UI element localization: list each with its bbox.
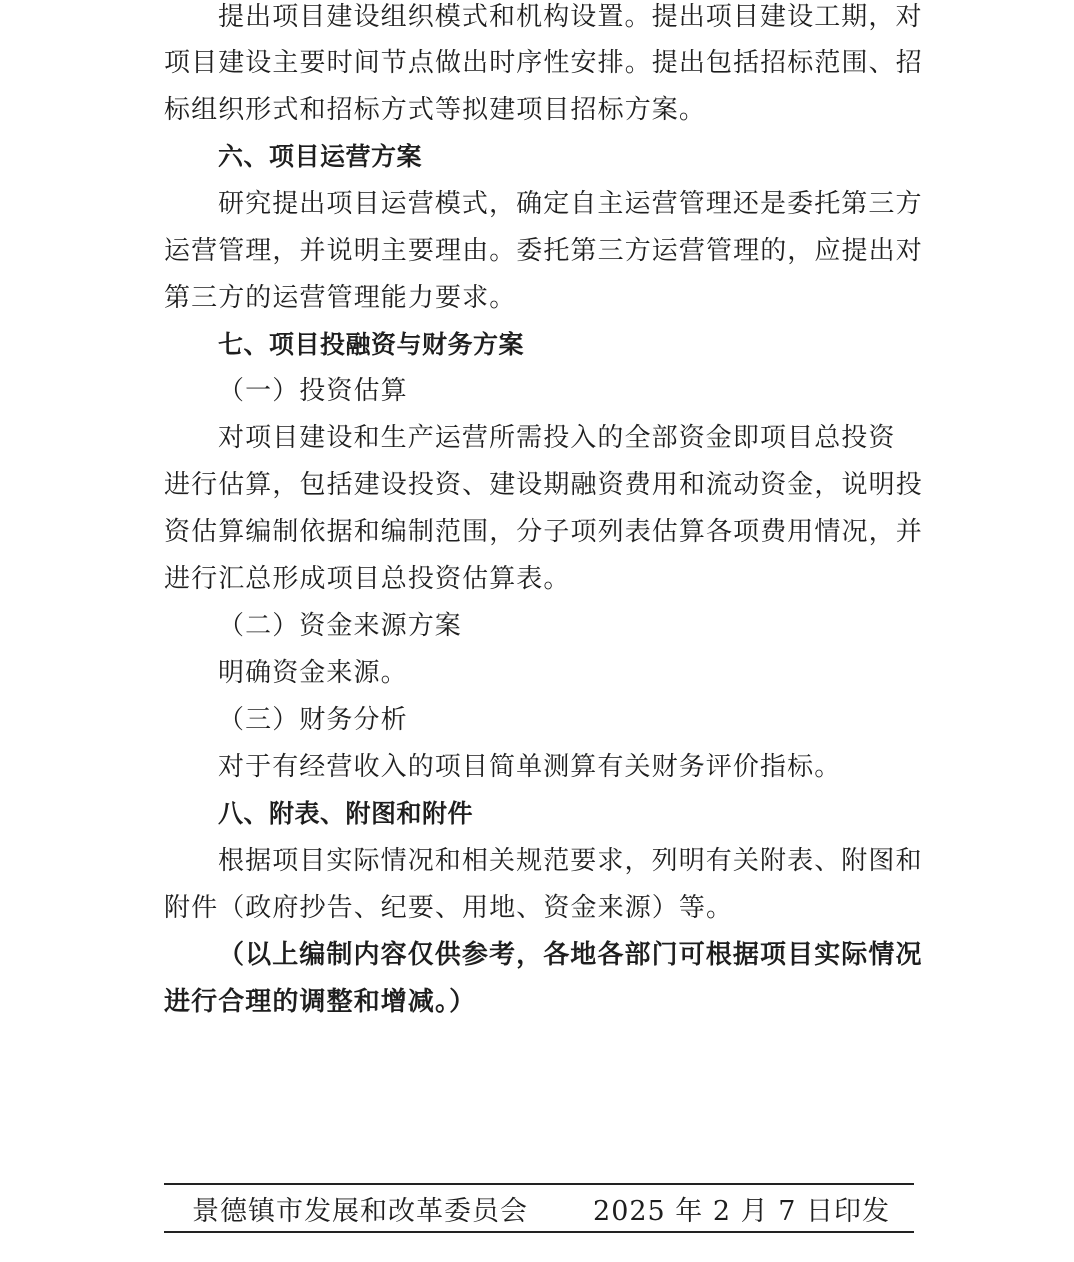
- footer-issuer: 景德镇市发展和改革委员会: [192, 1196, 528, 1227]
- subsection-title: （三）财务分析: [218, 705, 408, 735]
- section-heading-finance: 七、项目投融资与财务方案: [218, 330, 525, 359]
- paragraph-line: 进行估算，包括建设投资、建设期融资费用和流动资金，说明投: [164, 470, 923, 500]
- paragraph-line: 对项目建设和生产运营所需投入的全部资金即项目总投资: [218, 423, 896, 453]
- subsection-title: （二）资金来源方案: [218, 611, 462, 641]
- paragraph-line: 提出项目建设组织模式和机构设置。提出项目建设工期，对: [218, 2, 923, 32]
- footer-bottom-rule: [164, 1231, 914, 1233]
- paragraph-line: 标组织形式和招标方式等拟建项目招标方案。: [164, 95, 707, 125]
- paragraph-line: 对于有经营收入的项目简单测算有关财务评价指标。: [218, 752, 842, 782]
- footer: [164, 1192, 914, 1232]
- paragraph-line: 附件（政府抄告、纪要、用地、资金来源）等。: [164, 893, 734, 923]
- paragraph-line: 根据项目实际情况和相关规范要求，列明有关附表、附图和: [218, 846, 923, 876]
- paragraph-line: 项目建设主要时间节点做出时序性安排。提出包括招标范围、招: [164, 48, 923, 78]
- paragraph-line: 进行汇总形成项目总投资估算表。: [164, 564, 571, 594]
- section-heading-attachments: 八、附表、附图和附件: [218, 799, 474, 828]
- paragraph-line: 运营管理，并说明主要理由。委托第三方运营管理的，应提出对: [164, 236, 923, 266]
- note-line: （以上编制内容仅供参考，各地各部门可根据项目实际情况: [218, 940, 923, 970]
- paragraph-line: 资估算编制依据和编制范围，分子项列表估算各项费用情况，并: [164, 517, 923, 547]
- paragraph-line: 明确资金来源。: [218, 658, 408, 688]
- footer-top-rule: [164, 1183, 914, 1185]
- paragraph-line: 第三方的运营管理能力要求。: [164, 283, 517, 313]
- footer-date: 2025 年 2 月 7 日印发: [593, 1196, 890, 1227]
- paragraph-line: 研究提出项目运营模式，确定自主运营管理还是委托第三方: [218, 189, 923, 219]
- note-line: 进行合理的调整和增减。）: [164, 987, 477, 1017]
- subsection-title: （一）投资估算: [218, 376, 408, 406]
- section-heading-operation: 六、项目运营方案: [218, 142, 423, 171]
